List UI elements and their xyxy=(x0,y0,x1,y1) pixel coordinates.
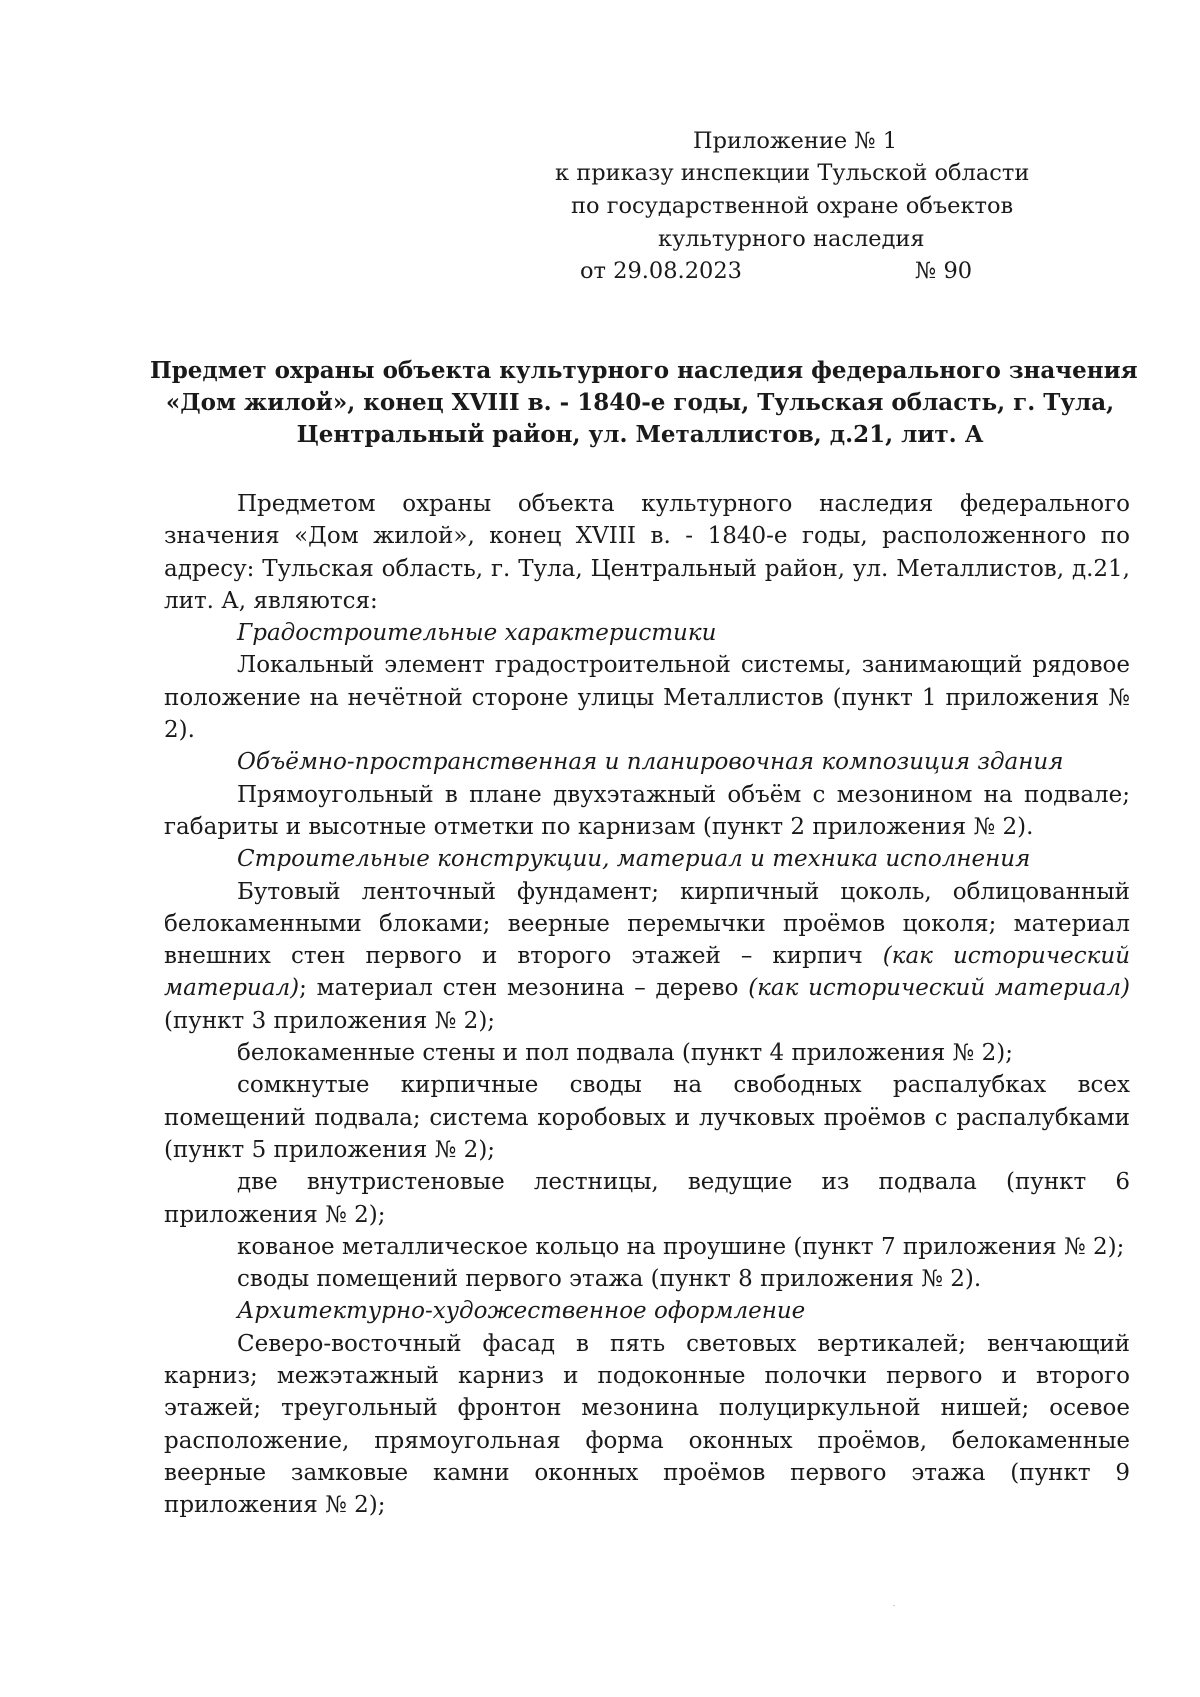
appendix-number-line: Приложение № 1 xyxy=(693,128,898,154)
document-title xyxy=(150,355,1138,451)
document-body xyxy=(164,488,1130,1522)
construction-item-first-floor-vaults: своды помещений первого этажа (пункт 8 приложения № 2). xyxy=(237,1266,982,1293)
appendix-order-line: к приказу инспекции Тульской области xyxy=(555,160,1030,186)
construction-text-a: Бутовый ленточный фундамент; кирпичный цоколь, облицованный белокаменными блоками; веерные перемычки проёмов цоколя; материал внешних стен первого и второго этажей – кирпич xyxy=(164,878,1130,970)
construction-item-ring: кованое металлическое кольцо на проушине (пункт 7 приложения № 2); xyxy=(237,1233,1125,1260)
title-line-2: «Дом жилой», конец XVIII в. - 1840-е годы, Тульская область, г. Тула, xyxy=(165,389,1115,416)
section-heading-construction: Строительные конструкции, материал и техника исполнения xyxy=(237,846,1031,873)
appendix-authority-line: по государственной охране объектов xyxy=(571,193,1014,219)
appendix-heritage-line: культурного наследия xyxy=(658,226,925,252)
scan-speck xyxy=(893,1605,895,1606)
title-line-3: Центральный район, ул. Металлистов, д.21, лит. А xyxy=(296,421,984,448)
construction-item-vaults: сомкнутые кирпичные своды на свободных распалубках всех помещений подвала; система коробовых и лучковых проёмов с распалубками (пункт 5 приложения № 2); xyxy=(164,1072,1130,1163)
title-line-1: Предмет охраны объекта культурного наследия федерального значения xyxy=(150,357,1138,384)
appendix-order-number: № 90 xyxy=(915,258,973,284)
section-heading-architecture: Архитектурно-художественное оформление xyxy=(237,1298,806,1325)
section-heading-composition: Объёмно-пространственная и планировочная композиция здания xyxy=(237,749,1064,776)
section-heading-urban: Градостроительные характеристики xyxy=(237,620,717,647)
section-text-urban: Локальный элемент градостроительной системы, занимающий рядовое положение на нечётной стороне улицы Металлистов (пункт 1 приложения № 2). xyxy=(164,652,1130,744)
construction-item-basement-walls: белокаменные стены и пол подвала (пункт 4 приложения № 2); xyxy=(237,1040,1013,1067)
construction-text-b: ; материал стен мезонина – дерево xyxy=(299,975,749,1002)
section-text-composition: Прямоугольный в плане двухэтажный объём с мезонином на подвале; габариты и высотные отметки по карнизам (пункт 2 приложения № 2). xyxy=(164,781,1130,840)
construction-text-c: (пункт 3 приложения № 2); xyxy=(164,1007,496,1034)
section-text-construction xyxy=(164,876,1130,1037)
appendix-date: от 29.08.2023 xyxy=(580,258,742,284)
intro-paragraph: Предметом охраны объекта культурного наследия федерального значения «Дом жилой», конец XVIII в. - 1840-е годы, расположенного по адресу: Тульская область, г. Тула, Центральный район, ул. Металлистов, д.21, лит. А, являются: xyxy=(164,491,1130,614)
section-text-architecture: Северо-восточный фасад в пять световых вертикалей; венчающий карниз; межэтажный карниз и подоконные полочки первого и второго этажей; треугольный фронтон мезонина полуциркульной нишей; осевое расположение, прямоугольная форма оконных проёмов, белокаменные веерные замковые камни оконных проёмов первого этажа (пункт 9 приложения № 2); xyxy=(164,1330,1130,1519)
construction-item-stairs: две внутристеновые лестницы, ведущие из подвала (пункт 6 приложения № 2); xyxy=(164,1169,1130,1228)
construction-text-a-italic: (как исторический материал) xyxy=(164,943,1131,1002)
construction-text-b-italic: (как исторический материал) xyxy=(748,975,1130,1002)
